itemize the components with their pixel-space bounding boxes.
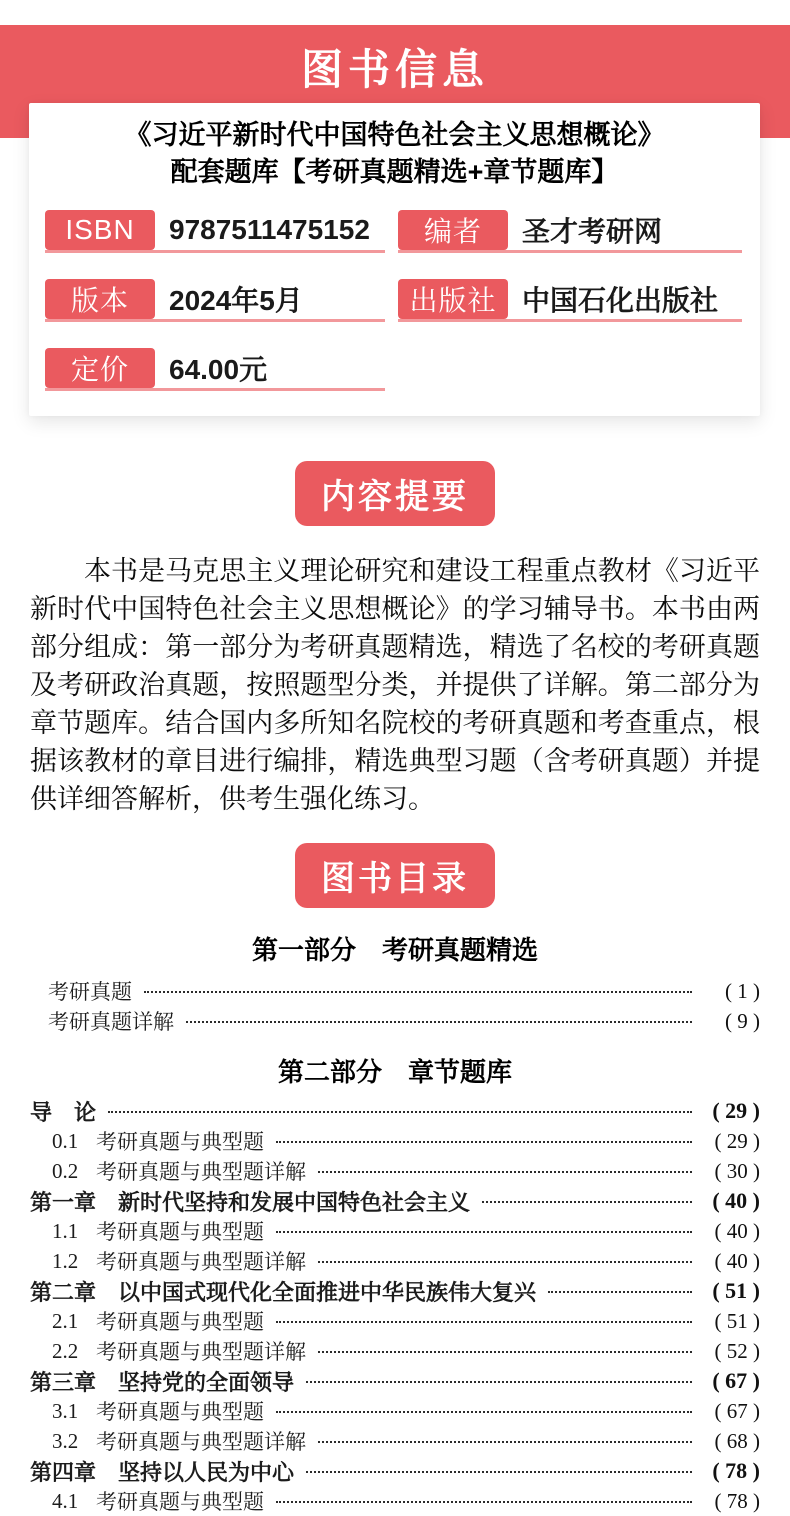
toc xyxy=(30,934,760,1516)
toc-row xyxy=(30,1486,760,1516)
toc-page-number: ( 9 ) xyxy=(725,1008,760,1033)
book-field-row xyxy=(45,279,385,322)
toc-part-heading: 第二部分 章节题库 xyxy=(277,1057,512,1087)
banner-title: 图书信息 xyxy=(300,45,489,93)
toc-row xyxy=(30,1216,760,1246)
toc-dot-leader xyxy=(318,1441,692,1443)
toc-dot-leader xyxy=(318,1261,692,1263)
summary-paragraph: 本书是马克思主义理论研究和建设工程重点教材《习近平新时代中国特色社会主义思想概论》的学习辅导书。本书由两部分组成：第一部分为考研真题精选，精选了名校的考研真题及考研政治真题，按照题型分类，并提供了详解。第二部分为章节题库。结合国内多所知名院校的考研真题和考查重点，根据该教材的章目进行编排，精选典型习题（含考研真题）并提供详细答解析，供考生强化练习。 xyxy=(30,556,760,814)
toc-entry-number: 3.1 xyxy=(52,1398,79,1423)
toc-entry-number: 2.2 xyxy=(52,1338,79,1363)
toc-row xyxy=(30,1336,760,1366)
toc-entry-number: 3.2 xyxy=(52,1428,79,1453)
toc-row xyxy=(30,1246,760,1276)
toc-entry-title: 考研真题与典型题 xyxy=(96,1400,264,1424)
toc-page-number: ( 78 ) xyxy=(714,1488,760,1513)
field-value: 2024年5月 xyxy=(169,285,303,316)
toc-page-number: ( 29 ) xyxy=(714,1128,760,1153)
field-value: 9787511475152 xyxy=(169,214,370,245)
toc-row xyxy=(30,1096,760,1126)
toc-row xyxy=(30,1426,760,1456)
field-value: 圣才考研网 xyxy=(522,216,663,247)
toc-page-number: ( 52 ) xyxy=(714,1338,760,1363)
toc-page-number: ( 67 ) xyxy=(714,1398,760,1423)
toc-page-number: ( 29 ) xyxy=(712,1098,760,1123)
toc-row xyxy=(30,1366,760,1396)
page xyxy=(0,25,790,1516)
toc-dot-leader xyxy=(276,1141,692,1143)
toc-entry-title: 考研真题与典型题详解 xyxy=(96,1430,306,1454)
toc-page-number: ( 78 ) xyxy=(712,1458,760,1483)
toc-dot-leader xyxy=(276,1411,692,1413)
catalog-badge-label: 图书目录 xyxy=(321,860,469,898)
toc-entry-number: 1.2 xyxy=(52,1248,79,1273)
toc-row xyxy=(30,1006,760,1036)
toc-entry-title: 第二章 以中国式现代化全面推进中华民族伟大复兴 xyxy=(30,1279,537,1305)
summary-badge xyxy=(295,461,495,526)
toc-entry-title: 导 论 xyxy=(30,1099,97,1125)
toc-dot-leader xyxy=(318,1351,692,1353)
toc-page-number: ( 68 ) xyxy=(714,1428,760,1453)
toc-dot-leader xyxy=(482,1201,692,1203)
toc-row xyxy=(30,1126,760,1156)
toc-page-number: ( 40 ) xyxy=(714,1248,760,1273)
toc-entry-title: 考研真题与典型题详解 xyxy=(96,1250,306,1274)
toc-page-number: ( 51 ) xyxy=(714,1308,760,1333)
toc-page-number: ( 67 ) xyxy=(712,1368,760,1393)
toc-entry-title: 考研真题与典型题 xyxy=(96,1220,264,1244)
book-info-card xyxy=(29,103,760,416)
toc-row xyxy=(30,1186,760,1216)
toc-dot-leader xyxy=(276,1231,692,1233)
field-label-badge: ISBN xyxy=(45,210,155,250)
toc-dot-leader xyxy=(306,1471,692,1473)
toc-page-number: ( 1 ) xyxy=(725,978,760,1003)
toc-entry-title: 考研真题与典型题 xyxy=(96,1490,264,1514)
toc-page-number: ( 51 ) xyxy=(712,1278,760,1303)
book-title-line1: 《习近平新时代中国特色社会主义思想概论》 xyxy=(124,120,665,150)
book-fields xyxy=(45,210,744,391)
toc-page-number: ( 40 ) xyxy=(712,1188,760,1213)
toc-dot-leader xyxy=(186,1021,692,1023)
toc-dot-leader xyxy=(318,1171,692,1173)
toc-page-number: ( 40 ) xyxy=(714,1218,760,1243)
toc-entry-title: 考研真题与典型题 xyxy=(96,1130,264,1154)
toc-entry-title: 第四章 坚持以人民为中心 xyxy=(30,1459,295,1485)
toc-row xyxy=(30,1276,760,1306)
toc-dot-leader xyxy=(276,1501,692,1503)
toc-entry-number: 4.1 xyxy=(52,1488,79,1513)
toc-entry-title: 第一章 新时代坚持和发展中国特色社会主义 xyxy=(30,1189,471,1215)
toc-entry-title: 考研真题与典型题 xyxy=(96,1310,264,1334)
toc-entry-number: 1.1 xyxy=(52,1218,79,1243)
field-label-badge: 版本 xyxy=(45,279,155,319)
toc-part-heading: 第一部分 考研真题精选 xyxy=(251,935,538,965)
toc-dot-leader xyxy=(548,1291,692,1293)
toc-dot-leader xyxy=(306,1381,692,1383)
toc-entry-title: 考研真题详解 xyxy=(48,1010,174,1034)
field-value: 64.00元 xyxy=(169,354,268,385)
toc-dot-leader xyxy=(144,991,692,993)
toc-row xyxy=(30,1306,760,1336)
field-label-badge: 定价 xyxy=(45,348,155,388)
toc-row xyxy=(30,1156,760,1186)
toc-row xyxy=(30,1456,760,1486)
field-label-badge: 编者 xyxy=(398,210,508,250)
toc-entry-number: 2.1 xyxy=(52,1308,79,1333)
toc-page-number: ( 30 ) xyxy=(714,1158,760,1183)
book-field-row xyxy=(45,210,385,253)
book-field-row xyxy=(398,210,742,253)
toc-entry-title: 考研真题 xyxy=(48,980,132,1004)
catalog-badge xyxy=(295,843,495,908)
field-value: 中国石化出版社 xyxy=(522,285,719,316)
book-field-row xyxy=(398,279,742,322)
toc-row xyxy=(30,976,760,1006)
toc-entry-title: 考研真题与典型题详解 xyxy=(96,1340,306,1364)
summary-badge-label: 内容提要 xyxy=(321,478,469,516)
book-field-row xyxy=(45,348,385,391)
toc-entry-number: 0.1 xyxy=(52,1128,79,1153)
book-title-line2: 配套题库【考研真题精选+章节题库】 xyxy=(170,157,619,187)
toc-entry-title: 第三章 坚持党的全面领导 xyxy=(30,1369,295,1395)
toc-dot-leader xyxy=(276,1321,692,1323)
field-label-badge: 出版社 xyxy=(398,279,508,319)
toc-dot-leader xyxy=(108,1111,692,1113)
toc-entry-title: 考研真题与典型题详解 xyxy=(96,1160,306,1184)
toc-entry-number: 0.2 xyxy=(52,1158,79,1183)
toc-row xyxy=(30,1396,760,1426)
